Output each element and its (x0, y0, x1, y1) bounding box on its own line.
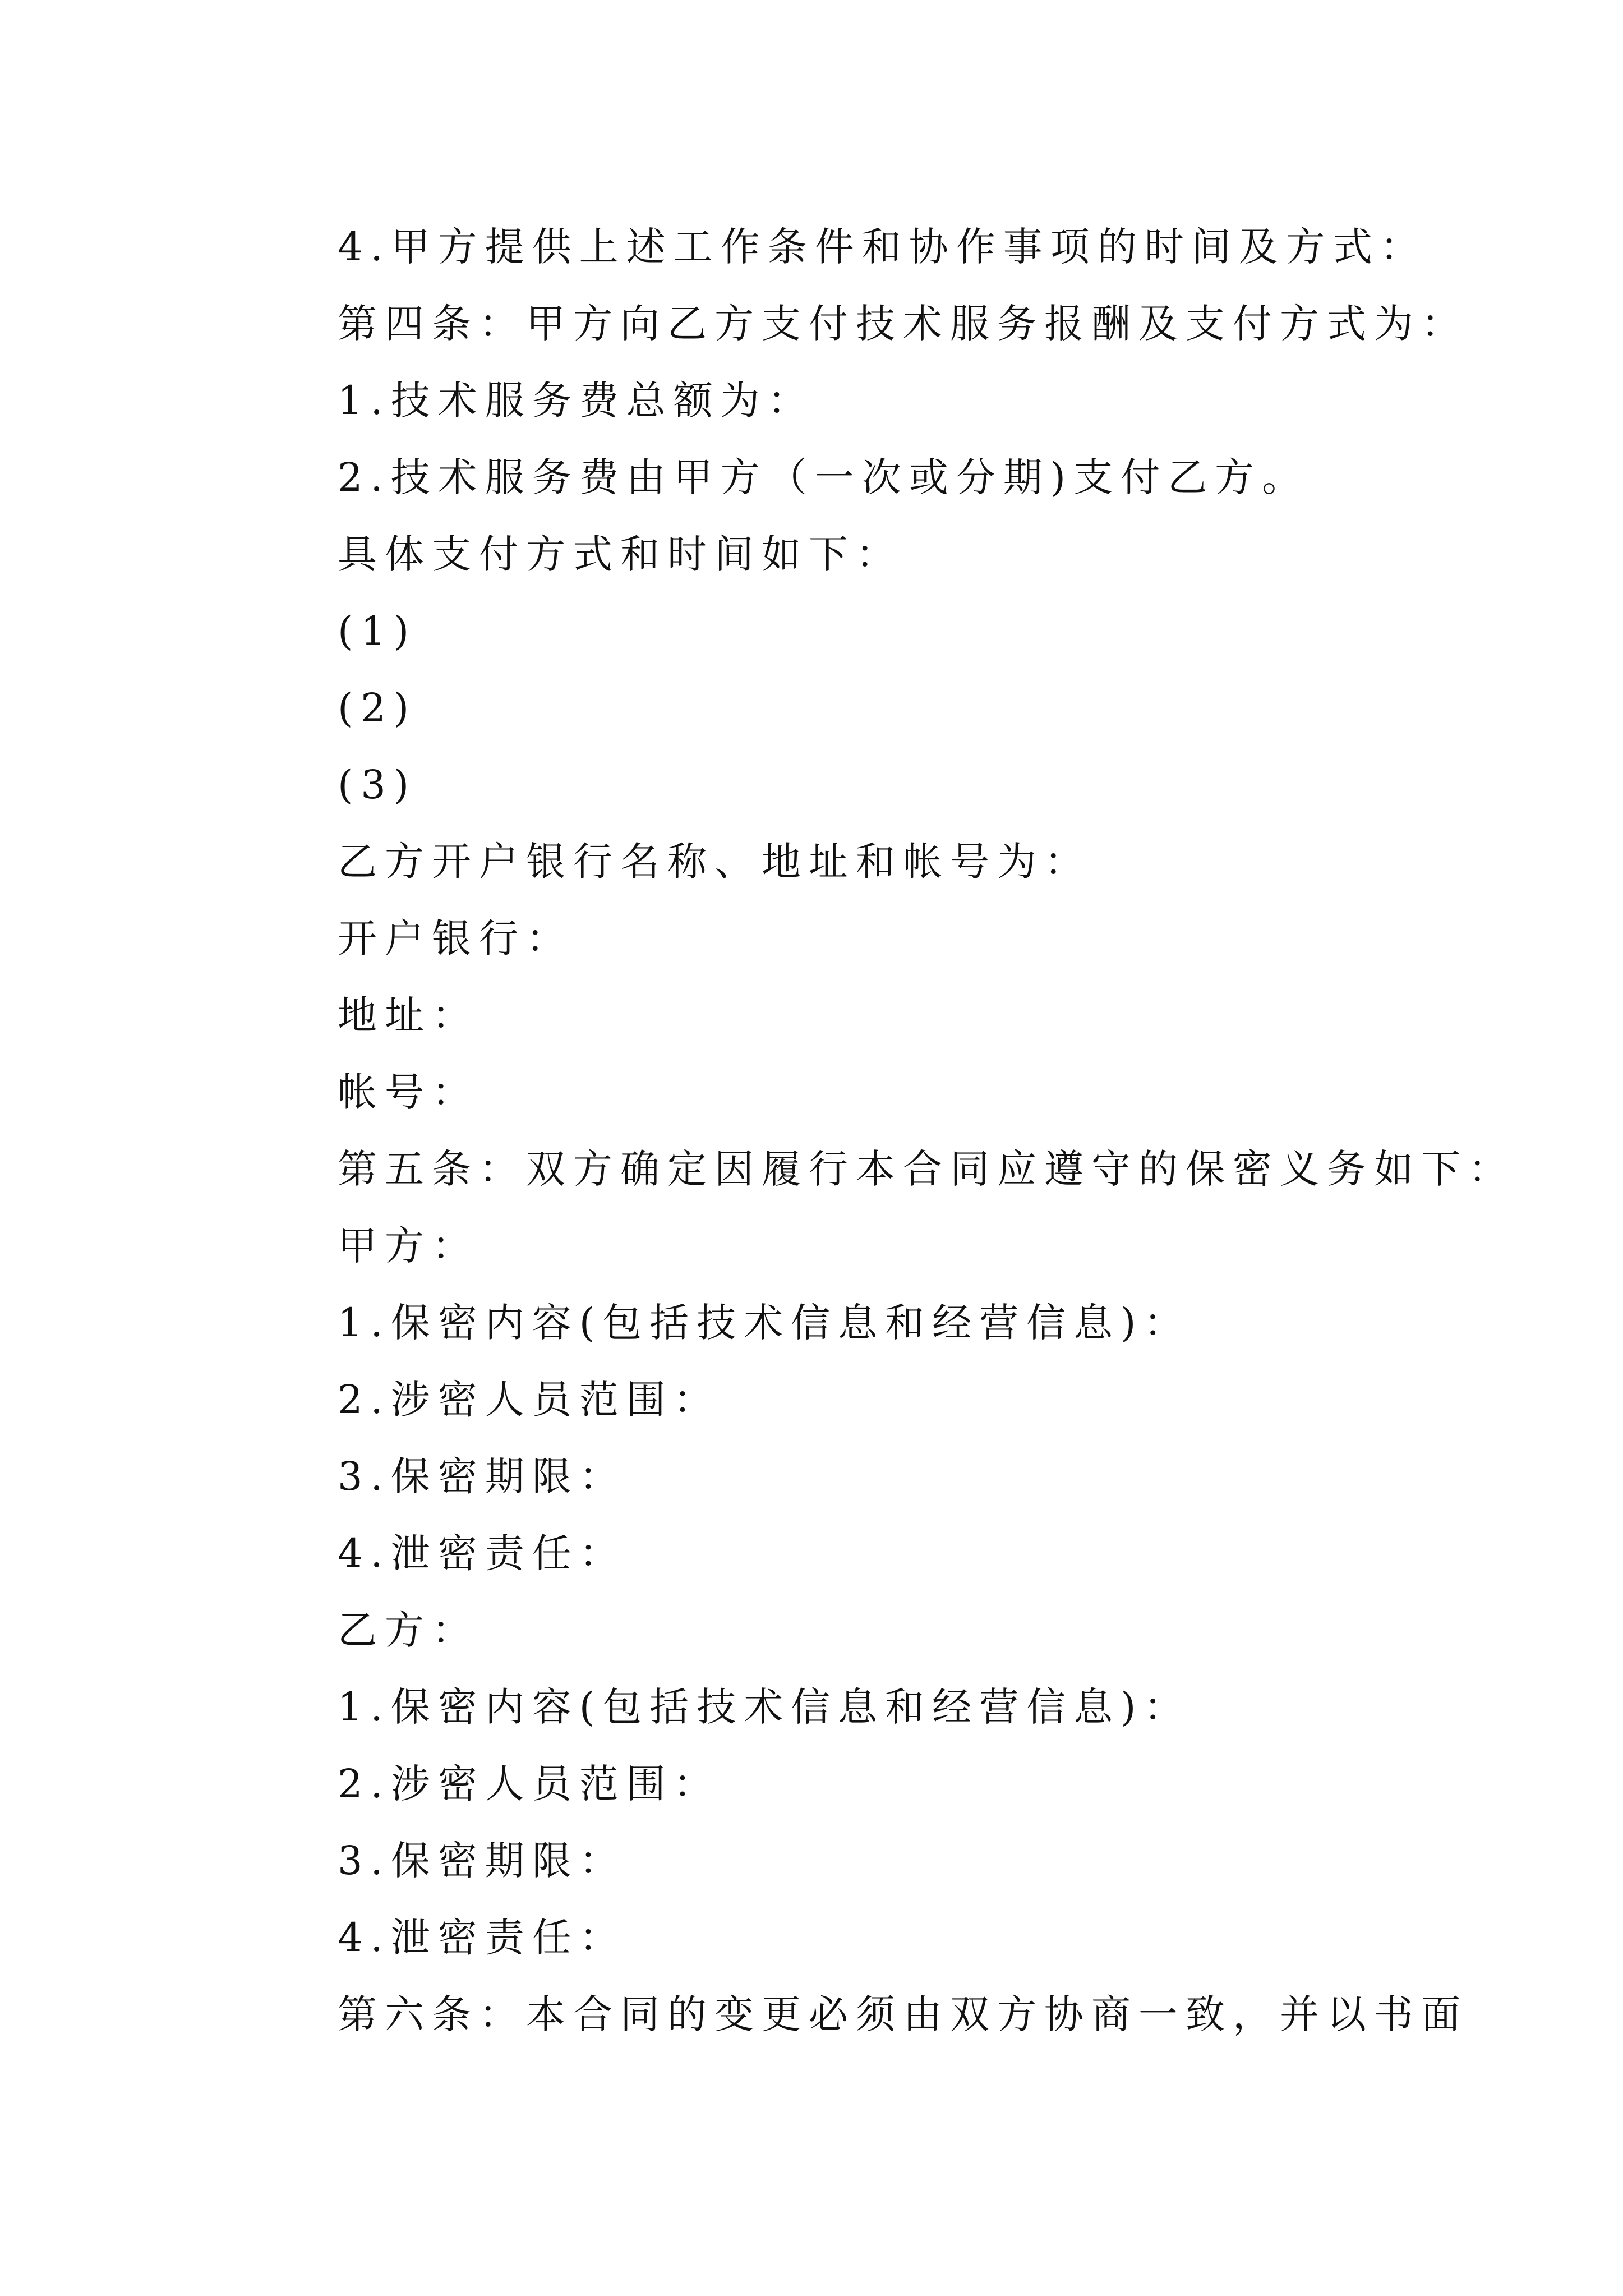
article-5-heading: 第五条：双方确定因履行本合同应遵守的保密义务如下： (338, 1146, 1515, 1192)
party-a-confidential-period: 3.保密期限： (338, 1453, 626, 1499)
article-6-heading: 第六条：本合同的变更必须由双方协商一致，并以书面 (338, 1991, 1468, 2037)
bank-info-intro: 乙方开户银行名称、地址和帐号为： (338, 839, 1091, 885)
party-b-label: 乙方： (338, 1607, 479, 1653)
party-a-label: 甲方： (338, 1223, 479, 1269)
payment-item-1: (1) (338, 608, 417, 654)
bank-address-field: 地址： (338, 992, 479, 1038)
payment-schedule-intro: 具体支付方式和时间如下： (338, 531, 903, 577)
party-b-confidential-period: 3.保密期限： (338, 1838, 626, 1884)
clause-4-time-and-method: 4.甲方提供上述工作条件和协作事项的时间及方式： (338, 224, 1427, 270)
party-b-confidential-content: 1.保密内容(包括技术信息和经营信息)： (338, 1684, 1191, 1730)
article-4-heading: 第四条：甲方向乙方支付技术服务报酬及支付方式为： (338, 301, 1468, 347)
bank-account-field: 帐号： (338, 1069, 479, 1115)
payment-item-3: (3) (338, 762, 417, 808)
party-a-personnel-scope: 2.涉密人员范围： (338, 1377, 721, 1423)
party-a-confidential-content: 1.保密内容(包括技术信息和经营信息)： (338, 1300, 1191, 1346)
party-b-personnel-scope: 2.涉密人员范围： (338, 1761, 721, 1807)
party-b-leak-liability: 4.泄密责任： (338, 1915, 626, 1961)
payment-item-2: (2) (338, 685, 417, 731)
bank-name-field: 开户银行： (338, 915, 573, 961)
service-fee-payment: 2.技术服务费由甲方（一次或分期)支付乙方。 (338, 454, 1310, 500)
service-fee-total: 1.技术服务费总额为： (338, 378, 815, 424)
document-body (338, 209, 1515, 2053)
party-a-leak-liability: 4.泄密责任： (338, 1530, 626, 1576)
